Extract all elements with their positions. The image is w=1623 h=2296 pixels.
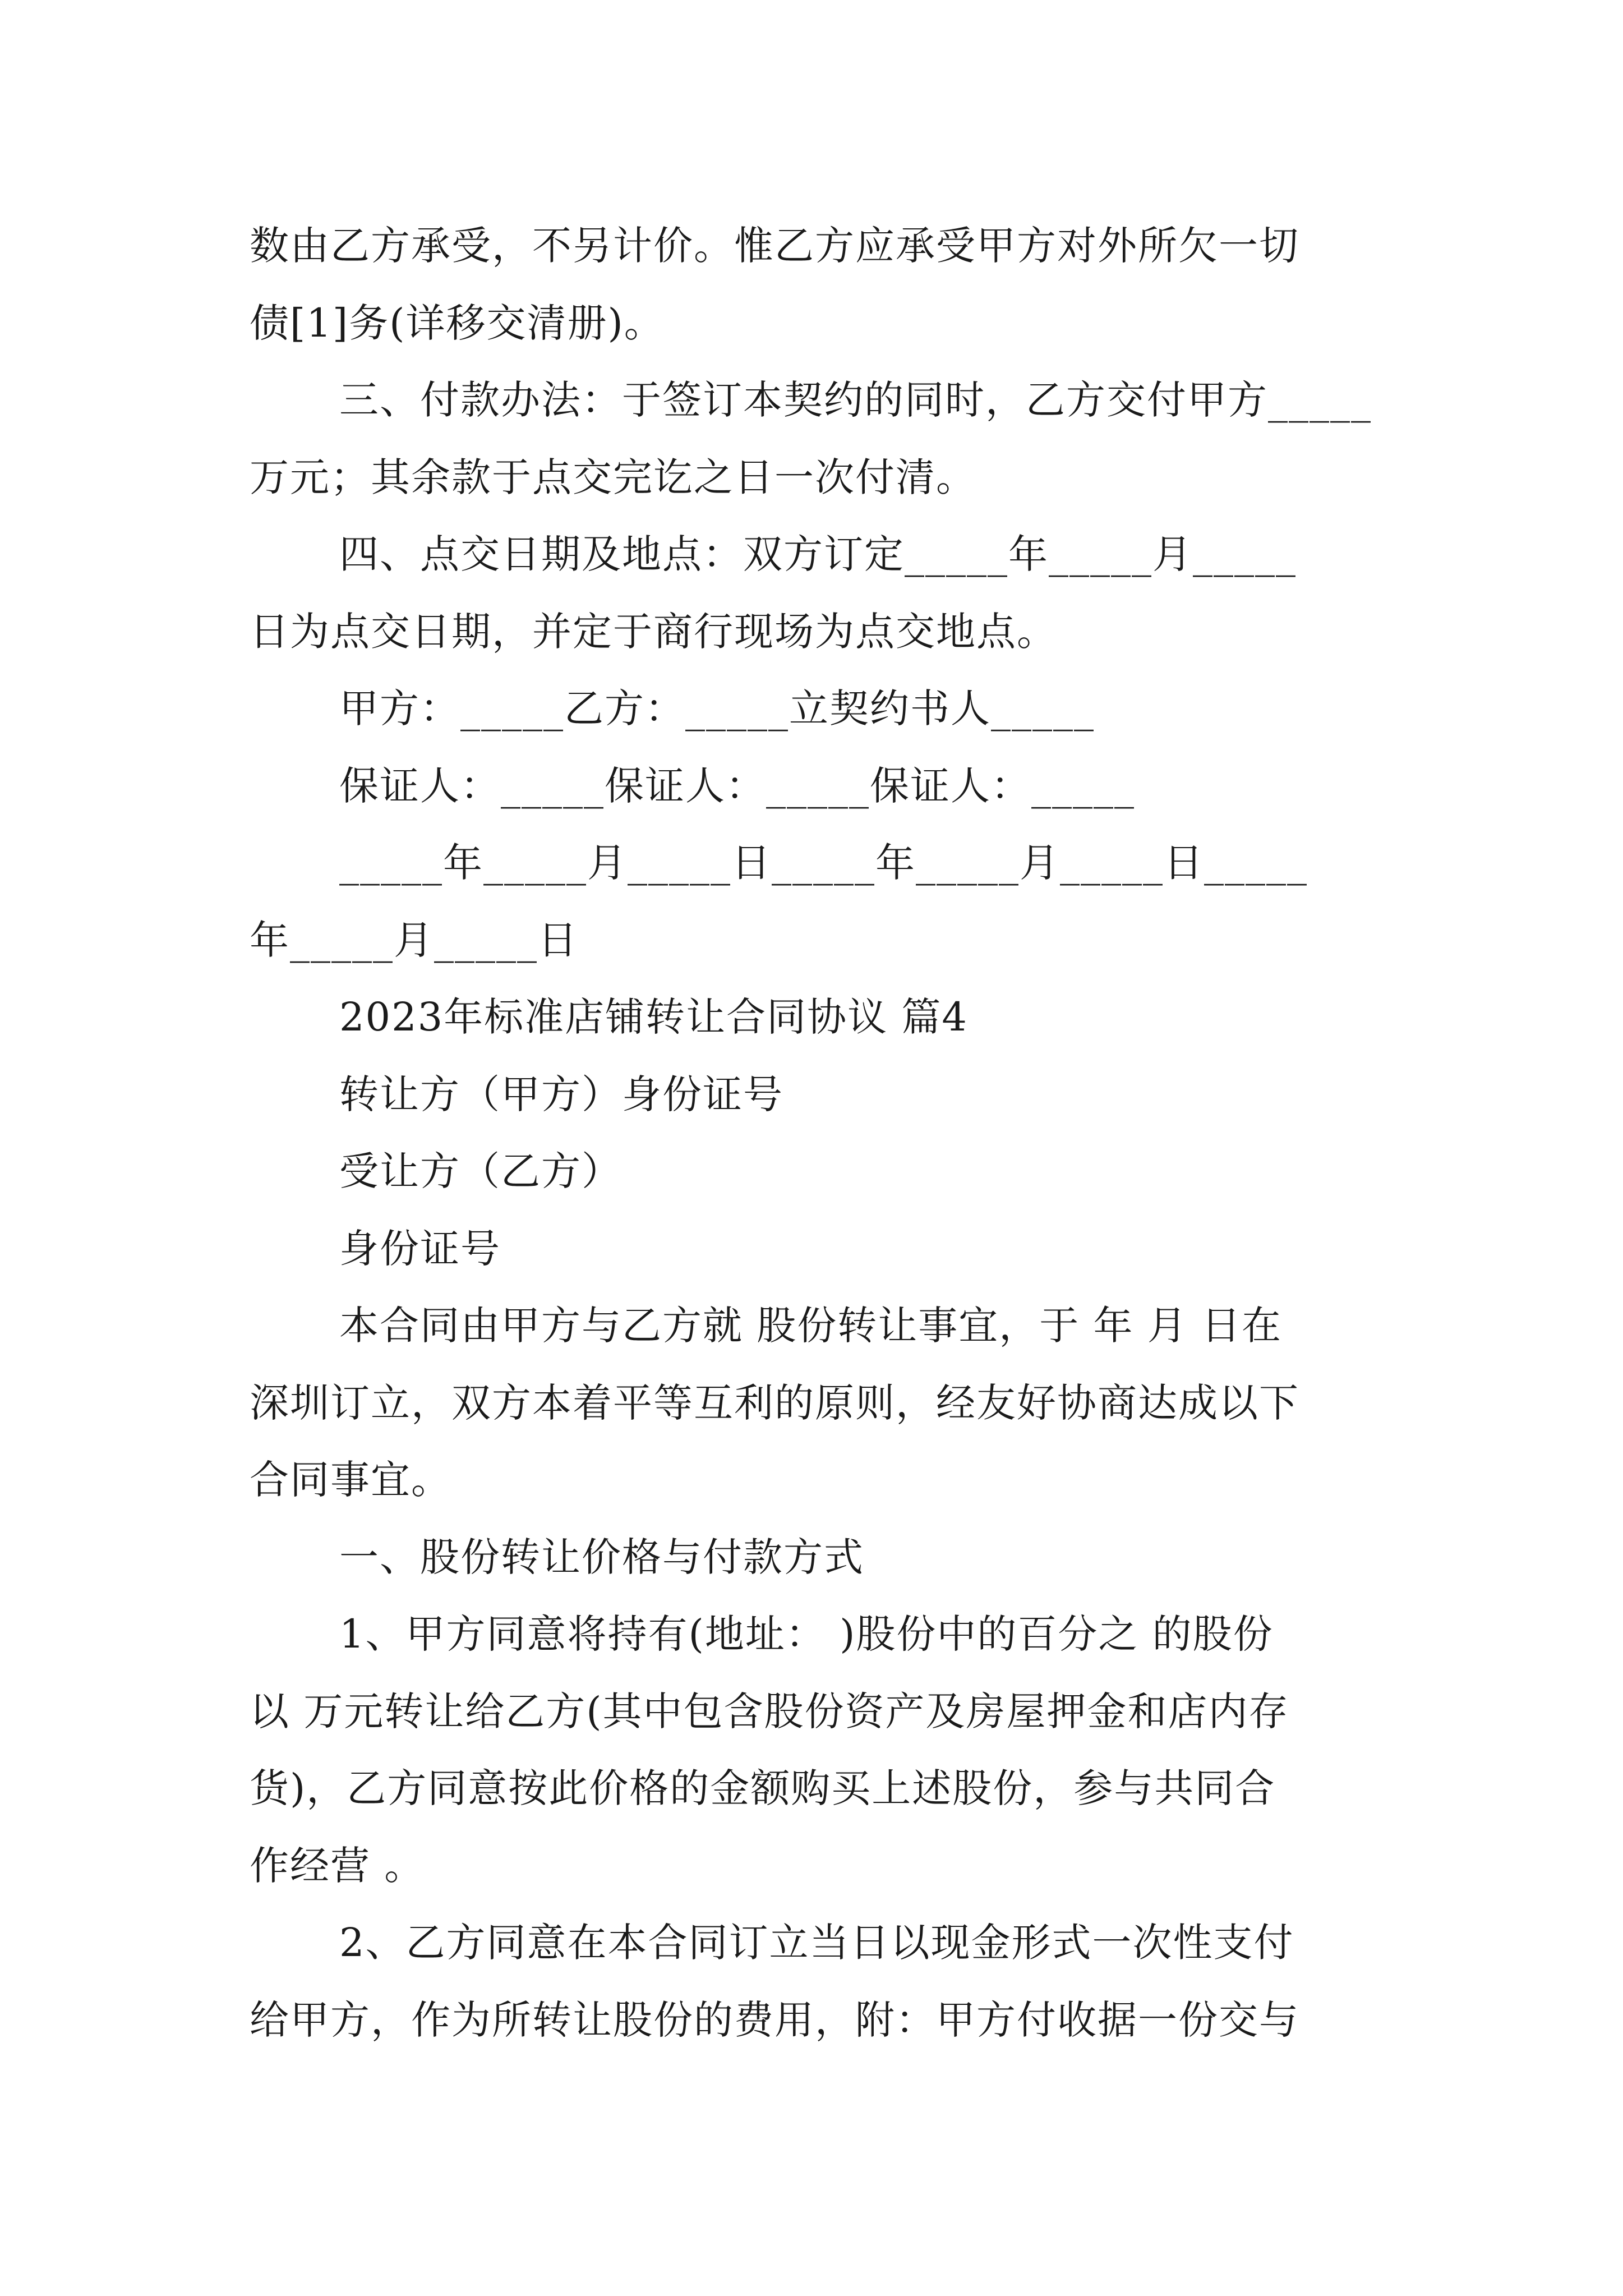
- text-line: 万元；其余款于点交完讫之日一次付清。: [250, 454, 976, 500]
- text-line: 深圳订立，双方本着平等互利的原则，经友好协商达成以下: [250, 1379, 1299, 1426]
- document-body: [250, 208, 1388, 2059]
- text-line: 数由乙方承受，不另计价。惟乙方应承受甲方对外所欠一切: [250, 223, 1299, 269]
- section-title: 2023年标准店铺转让合同协议 篇4: [339, 994, 968, 1040]
- transferor-line: 转让方（甲方）身份证号: [339, 1071, 783, 1117]
- transferee-line: 受让方（乙方）: [339, 1148, 622, 1194]
- date-line: _____年_____月_____日_____年_____月_____日_____: [339, 840, 1308, 886]
- text-line: 货)，乙方同意按此价格的金额购买上述股份，参与共同合: [250, 1765, 1276, 1811]
- text-line: 合同事宜。: [250, 1457, 451, 1503]
- id-number-line: 身份证号: [339, 1225, 501, 1272]
- text-line: 1、甲方同意将持有(地址： )股份中的百分之 的股份: [339, 1611, 1274, 1657]
- clause-heading: 一、股份转让价格与付款方式: [339, 1534, 864, 1580]
- text-line: 本合同由甲方与乙方就 股份转让事宜，于 年 月 日在: [339, 1303, 1283, 1349]
- text-line: 2、乙方同意在本合同订立当日以现金形式一次性支付: [339, 1920, 1294, 1966]
- text-line: 四、点交日期及地点：双方订定_____年_____月_____: [339, 531, 1297, 577]
- guarantor-line: 保证人：_____保证人：_____保证人：_____: [339, 762, 1135, 809]
- signature-line: 甲方：_____乙方：_____立契约书人_____: [339, 685, 1095, 731]
- date-line: 年_____月_____日: [250, 917, 578, 963]
- text-line: 作经营 。: [250, 1842, 425, 1889]
- text-line: 债[1]务(详移交清册)。: [250, 300, 665, 346]
- text-line: 日为点交日期，并定于商行现场为点交地点。: [250, 608, 1057, 655]
- text-line: 以 万元转让给乙方(其中包含股份资产及房屋押金和店内存: [250, 1688, 1289, 1734]
- text-line: 给甲方，作为所转让股份的费用，附：甲方付收据一份交与: [250, 1996, 1299, 2043]
- text-line: 三、付款办法：于签订本契约的同时，乙方交付甲方_____: [339, 377, 1372, 423]
